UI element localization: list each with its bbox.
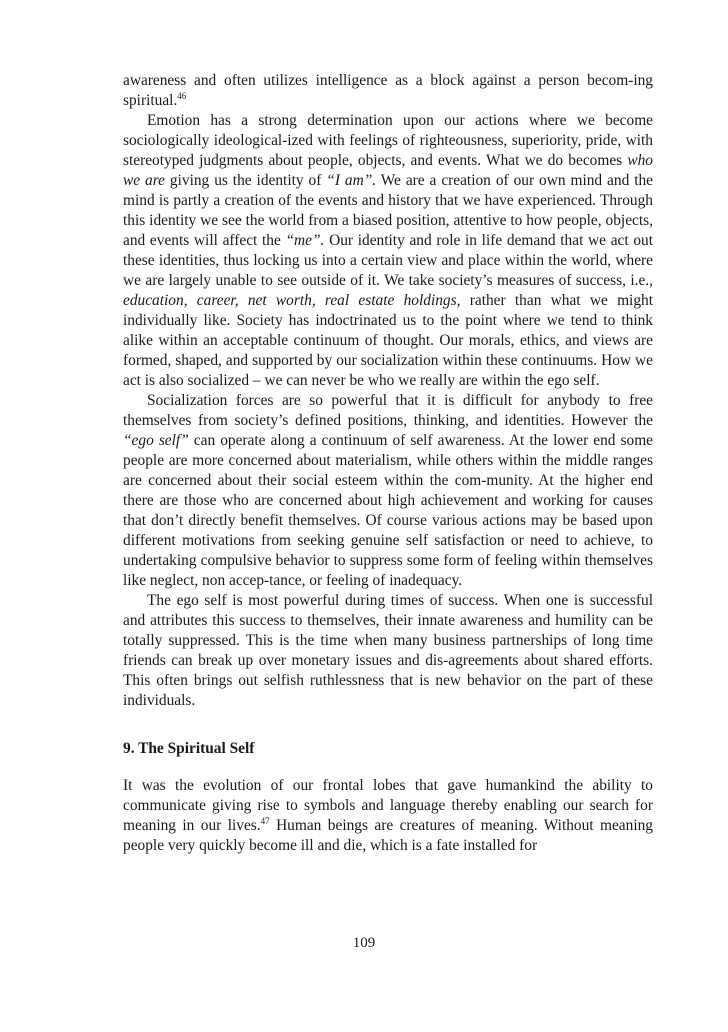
text-run: We are a creation of our own mind and the mind is partly a creation of the events and history that we have experienced. Through this identity we see the world from a biased position, attentive to how people, objects, and events will affect the	[123, 172, 654, 249]
italic-run: who we are	[123, 152, 653, 189]
page-number: 109	[352, 935, 376, 951]
paragraph-frontal-lobes	[123, 776, 653, 856]
text-run: can operate along a continuum of self awareness. At the lower end some people are more concerned about materialism, while others within the middle ranges are concerned about their social esteem within the com-munity. At the higher end there are those who are concerned about high achievement and working for causes that don’t directly benefit themselves. Of course various actions may be based upon different motivations from seeking genuine self satisfaction or need to achieve, to undertaking compulsive behavior to suppress some form of feeling within themselves like neglect, non accep-tance, or feeling of inadequacy.	[123, 432, 654, 589]
text-run: Socialization forces are so powerful that it is difficult for anybody to free themselves from society’s defined positions, thinking, and identities. However the	[123, 392, 653, 429]
footnote-ref-46: 46	[177, 91, 187, 101]
paragraph-socialization	[123, 391, 653, 591]
text-run: Our identity and role in life demand that we act out these identities, thus locking us into a certain view and place within the world, where we are largely unable to see outside of it. We take society’s measures of success, i.e.,	[123, 232, 653, 289]
text-run: It was the evolution of our frontal lobes that gave humankind the ability to communicate giving rise to symbols and language thereby enabling our search for meaning in our lives.	[123, 777, 653, 834]
paragraph-continued	[123, 71, 653, 111]
text-run: rather than what we might individually like. Society has indoctrinated us to the point where we tend to think alike within an acceptable continuum of thought. Our morals, ethics, and views are formed, shaped, and supported by our socialization within these continuums. How we act is also socialized – we can never be who we really are within the ego self.	[123, 292, 653, 389]
text-run: awareness and often utilizes intelligence as a block against a person becom-ing spiritual.	[123, 72, 653, 109]
italic-run: “ego self”	[123, 432, 189, 449]
section-heading: 9. The Spiritual Self	[123, 740, 255, 757]
text-run: The ego self is most powerful during times of success. When one is successful and attributes this success to themselves, their innate awareness and humility can be totally suppressed. This is the time when many business partnerships of long time friends can break up over monetary issues and dis-agreements about shared efforts. This often brings out selfish ruthlessness that is new behavior on the part of these individuals.	[123, 592, 653, 709]
footnote-ref-47: 47	[260, 816, 270, 826]
body-text	[123, 71, 653, 856]
italic-run: “me”.	[285, 232, 325, 249]
text-run: giving us the identity of	[164, 172, 327, 189]
text-run: Human beings are creatures of meaning. Without meaning people very quickly become ill and die, which is a fate installed for	[123, 817, 653, 854]
italic-run: education, career, net worth, real estate holdings,	[123, 292, 461, 309]
paragraph-emotion	[123, 111, 653, 391]
paragraph-ego-success	[123, 591, 653, 711]
italic-run: “I am”.	[326, 172, 377, 189]
text-run: Emotion has a strong determination upon our actions where we become sociologically ideological-ized with feelings of righteousness, superiority, pride, with stereotyped judgments about people, objects, and events. What we do becomes	[123, 112, 653, 169]
